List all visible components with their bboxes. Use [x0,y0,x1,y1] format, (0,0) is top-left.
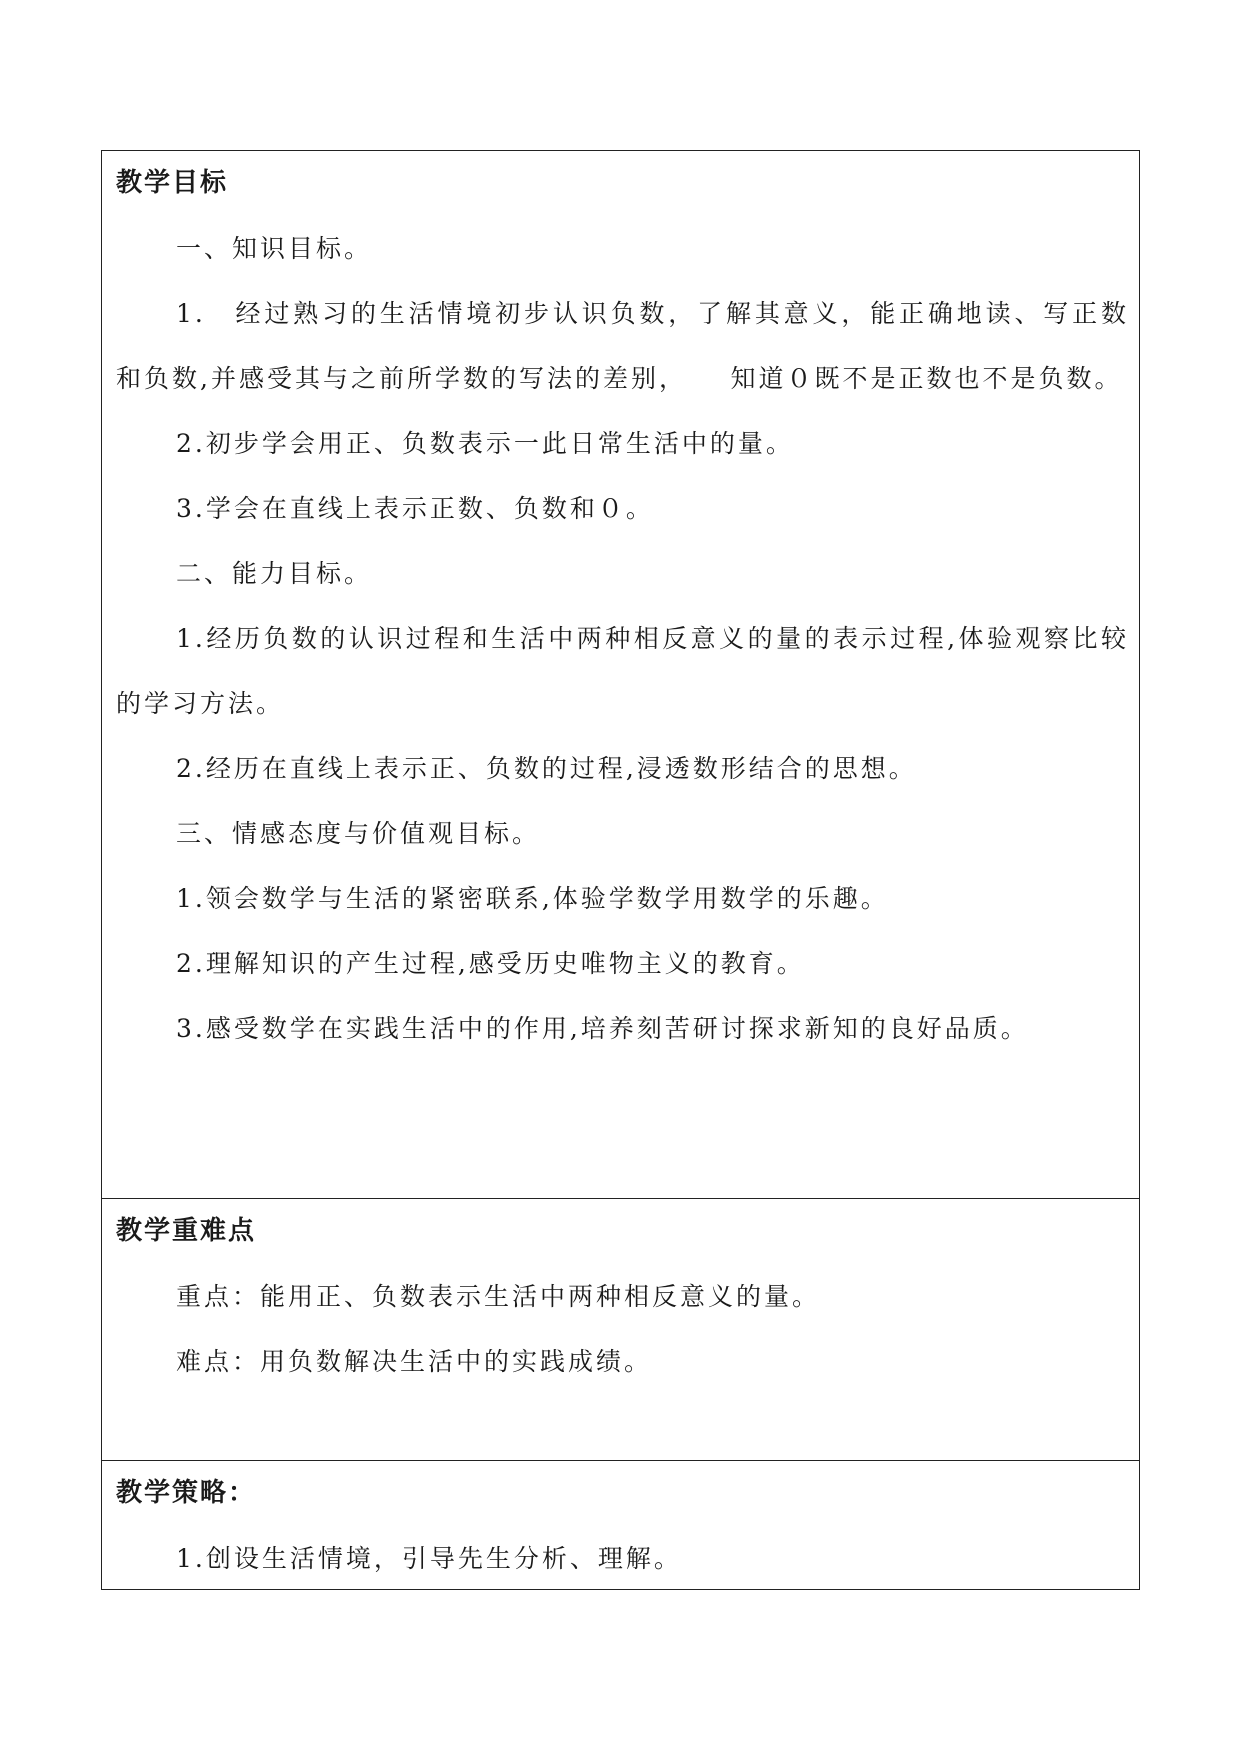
knowledge-goal-title: 一、知识目标。 [176,234,373,263]
emotion-goal-title: 三、情感态度与价值观目标。 [176,819,541,848]
objectives-cell [102,151,1139,1199]
ability-goal-item: 2.经历在直线上表示正、负数的过程,浸透数形结合的思想。 [176,754,917,783]
strategy-cell [102,1461,1139,1589]
ability-goal-item: 1.经历负数的认识过程和生活中两种相反意义的量的表示过程,体验观察比较的学习方法。 [116,624,1129,718]
knowledge-goal-item: 1. 经过熟习的生活情境初步认识负数，了解其意义，能正确地读、写正数和负数,并感受其与之前所学数的写法的差别， 知道０既不是正数也不是负数。 [116,299,1129,393]
strategy-heading: 教学策略： [116,1478,257,1508]
knowledge-goal-item: 2.初步学会用正、负数表示一此日常生活中的量。 [176,429,794,458]
ability-goal-title: 二、能力目标。 [176,559,373,588]
emotion-goal-item: 3.感受数学在实践生活中的作用,培养刻苦研讨探求新知的良好品质。 [176,1014,1029,1043]
key-points-heading: 教学重难点 [116,1216,257,1246]
key-point-difficulty: 难点：用负数解决生活中的实践成绩。 [176,1347,653,1376]
key-points-cell [102,1199,1139,1461]
strategy-item: 1.创设生活情境，引导先生分析、理解。 [176,1544,682,1573]
key-point-focus: 重点：能用正、负数表示生活中两种相反意义的量。 [176,1282,821,1311]
knowledge-goal-item: 3.学会在直线上表示正数、负数和０。 [176,494,654,523]
emotion-goal-item: 2.理解知识的产生过程,感受历史唯物主义的教育。 [176,949,805,978]
lesson-plan-table [101,150,1140,1590]
emotion-goal-item: 1.领会数学与生活的紧密联系,体验学数学用数学的乐趣。 [176,884,889,913]
objectives-heading: 教学目标 [116,168,229,198]
